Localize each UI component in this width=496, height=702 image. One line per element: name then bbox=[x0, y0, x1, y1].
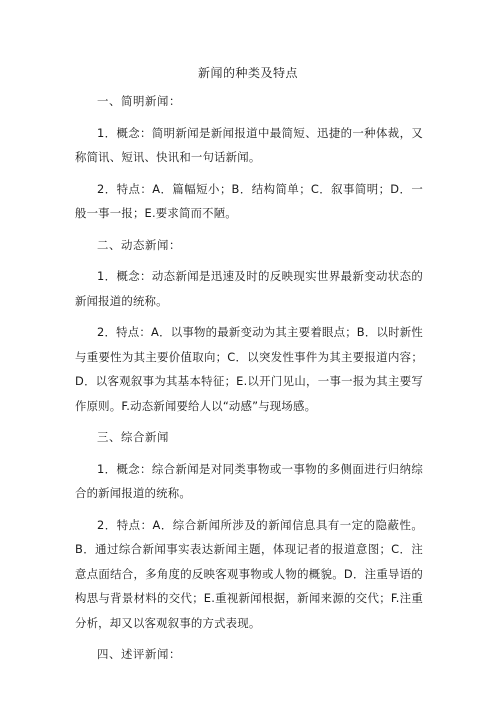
section-3-paragraph-2: 2．特点：A．综合新闻所涉及的新闻信息具有一定的隐蔽性。B．通过综合新闻事实表达新闻主题，体现记者的报道意图；C．注意点面结合，多角度的反映客观事物或人物的概貌。D．注重导语的构思与背景材料的交代；E.重视新闻根据，新闻来源的交代；F.注重分析，却又以客观叙事的方式表现。 bbox=[75, 517, 423, 630]
section-heading-2: 二、动态新闻： bbox=[97, 237, 181, 252]
document-body bbox=[75, 89, 423, 674]
section-2-paragraph-1: 1．概念：动态新闻是迅速及时的反映现实世界最新变动状态的新闻报道的统称。 bbox=[75, 269, 423, 308]
section-heading-4: 四、述评新闻： bbox=[97, 647, 181, 661]
section-2-paragraph-2: 2．特点：A．以事物的最新变动为其主要着眼点；B．以时新性与重要性为其主要价值取向；C．以突发性事件为其主要报道内容；D．以客观叙事为其基本特征；E.以开门见山，一事一报为其主要写作原则。F.动态新闻要给人以“动感”与现场感。 bbox=[75, 325, 423, 413]
section-heading-3: 三、综合新闻 bbox=[97, 430, 169, 444]
document-title: 新闻的种类及特点 bbox=[197, 66, 298, 80]
section-1-paragraph-2: 2．特点：A．篇幅短小；B．结构简单；C．叙事简明；D．一般一事一报；E.要求简而不陋。 bbox=[75, 181, 423, 220]
section-heading-1: 一、简明新闻： bbox=[97, 94, 181, 108]
section-1-paragraph-1: 1．概念：简明新闻是新闻报道中最简短、迅捷的一种体裁，又称简讯、短讯、快讯和一句话新闻。 bbox=[75, 125, 423, 164]
section-3-paragraph-1: 1．概念：综合新闻是对同类事物或一事物的多侧面进行归纳综合的新闻报道的统称。 bbox=[75, 461, 423, 500]
